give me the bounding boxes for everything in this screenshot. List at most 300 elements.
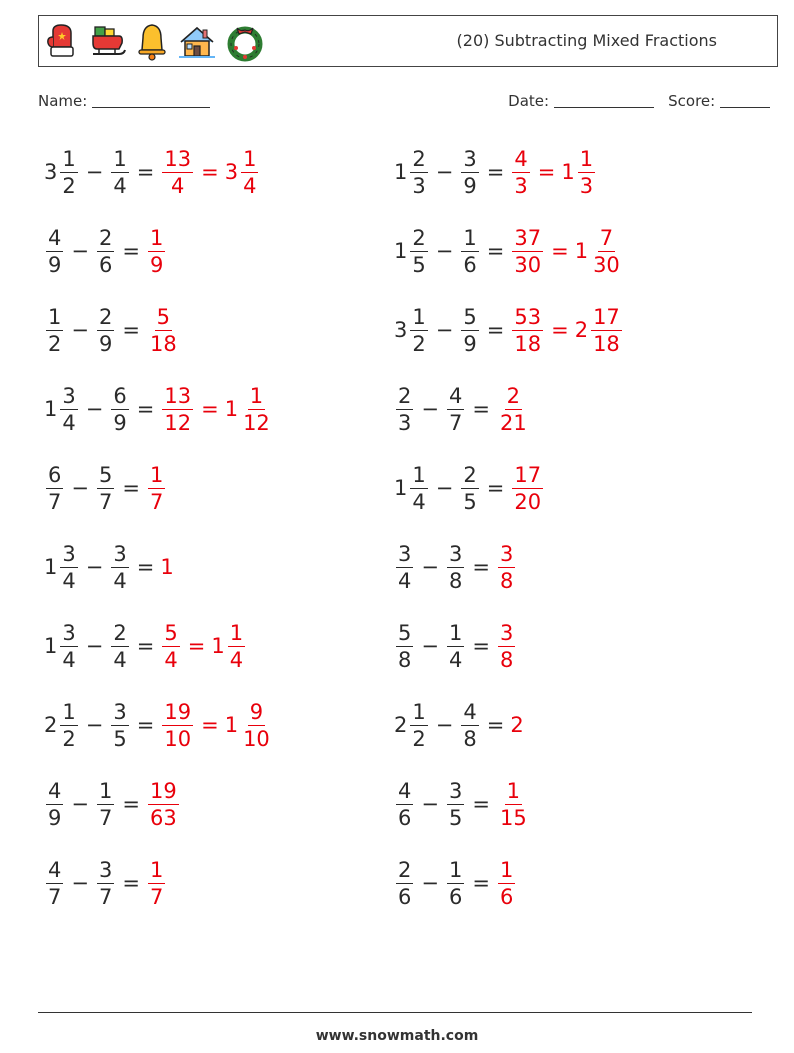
mixed-number — [496, 620, 517, 673]
numerator: 1 — [62, 699, 76, 724]
mixed-number — [211, 620, 247, 673]
mixed-number — [459, 462, 480, 515]
answer — [160, 146, 260, 199]
numerator: 1 — [579, 146, 594, 171]
numerator: 1 — [62, 146, 76, 171]
mixed-number — [44, 225, 65, 278]
equals-sign: = — [136, 160, 155, 184]
fraction — [510, 225, 545, 278]
equals-sign: = — [122, 871, 140, 895]
whole-part: 1 — [211, 634, 225, 658]
fraction — [576, 146, 597, 199]
problem-item — [44, 772, 181, 836]
minus-sign: − — [85, 713, 104, 737]
minus-sign: − — [71, 476, 89, 500]
mixed-number — [160, 620, 181, 673]
numerator: 2 — [412, 146, 426, 171]
answer — [510, 146, 597, 199]
denominator: 6 — [98, 252, 113, 277]
mixed-number — [160, 555, 174, 579]
numerator: 1 — [249, 383, 264, 408]
mixed-number — [459, 699, 480, 752]
mixed-number — [44, 699, 80, 752]
date-score-fields — [508, 92, 770, 110]
denominator: 4 — [164, 647, 178, 672]
mixed-number — [510, 713, 524, 737]
numerator: 53 — [514, 304, 542, 329]
numerator: 3 — [499, 620, 514, 645]
denominator: 6 — [463, 252, 477, 277]
numerator: 1 — [243, 146, 257, 171]
fraction — [58, 620, 79, 673]
answer — [496, 857, 517, 910]
mixed-number — [394, 778, 415, 831]
fraction — [44, 304, 65, 357]
wreath-icon — [225, 22, 265, 62]
numerator: 3 — [98, 857, 113, 882]
minus-sign: − — [85, 160, 104, 184]
denominator: 5 — [463, 489, 477, 514]
fraction — [589, 304, 624, 357]
problem-item — [394, 219, 624, 283]
denominator: 4 — [62, 410, 76, 435]
denominator: 6 — [398, 805, 412, 830]
equals-sign: = — [122, 476, 140, 500]
fraction — [95, 304, 116, 357]
fraction — [58, 699, 79, 752]
fraction — [394, 857, 415, 910]
fraction — [459, 699, 480, 752]
problem-row — [0, 456, 794, 535]
problem-item — [44, 535, 175, 599]
denominator: 3 — [412, 173, 426, 198]
denominator: 20 — [514, 489, 542, 514]
fraction — [394, 541, 415, 594]
numerator: 2 — [113, 620, 127, 645]
fraction — [109, 699, 130, 752]
mixed-number — [160, 699, 195, 752]
answer — [160, 383, 273, 436]
answer — [146, 778, 181, 831]
fraction — [109, 383, 130, 436]
mixed-number — [44, 857, 65, 910]
numerator: 2 — [98, 225, 113, 250]
numerator: 1 — [506, 778, 521, 803]
mixed-number — [394, 699, 430, 752]
equals-sign: = — [551, 318, 569, 342]
fraction — [239, 383, 274, 436]
date-blank[interactable] — [554, 93, 654, 108]
denominator: 21 — [499, 410, 527, 435]
mixed-number — [146, 857, 167, 910]
fraction — [58, 383, 79, 436]
equals-sign: = — [472, 634, 490, 658]
minus-sign: − — [421, 634, 439, 658]
mixed-number — [225, 699, 274, 752]
denominator: 4 — [62, 568, 76, 593]
denominator: 18 — [514, 331, 542, 356]
score-blank[interactable] — [720, 93, 770, 108]
mixed-number — [95, 304, 116, 357]
whole-part: 1 — [224, 397, 239, 421]
numerator: 2 — [398, 857, 412, 882]
denominator: 2 — [412, 726, 426, 751]
minus-sign: − — [71, 871, 89, 895]
whole-part: 1 — [561, 160, 575, 184]
mixed-number — [225, 146, 261, 199]
mixed-number — [146, 778, 181, 831]
mixed-number — [95, 225, 116, 278]
equals-sign: = — [201, 397, 219, 421]
denominator: 18 — [149, 331, 177, 356]
denominator: 7 — [48, 489, 62, 514]
fraction — [394, 620, 415, 673]
answer — [510, 225, 623, 278]
numerator: 1 — [48, 304, 62, 329]
denominator: 4 — [243, 173, 257, 198]
fraction — [44, 857, 65, 910]
minus-sign: − — [421, 555, 439, 579]
equals-sign: = — [136, 397, 155, 421]
numerator: 1 — [412, 304, 426, 329]
footer-divider — [38, 1012, 752, 1013]
fraction — [239, 146, 260, 199]
denominator: 4 — [448, 647, 463, 672]
mixed-number — [510, 225, 545, 278]
fraction — [496, 857, 517, 910]
numerator: 3 — [499, 541, 514, 566]
fraction — [408, 304, 429, 357]
worksheet-title: (20) Subtracting Mixed Fractions — [456, 31, 717, 50]
fraction — [459, 225, 480, 278]
minus-sign: − — [85, 555, 104, 579]
numerator: 3 — [62, 383, 76, 408]
fraction — [496, 541, 517, 594]
fraction — [146, 225, 167, 278]
equals-sign: = — [122, 318, 140, 342]
fraction — [445, 383, 466, 436]
mixed-number — [44, 146, 80, 199]
problem-row — [0, 298, 794, 377]
numerator: 3 — [113, 699, 127, 724]
denominator: 4 — [113, 647, 127, 672]
mixed-number — [44, 462, 65, 515]
problem-row — [0, 614, 794, 693]
numerator: 5 — [98, 462, 113, 487]
minus-sign: − — [85, 634, 104, 658]
equals-sign: = — [486, 476, 505, 500]
whole-part: 2 — [394, 713, 408, 737]
numerator: 19 — [149, 778, 177, 803]
fraction — [496, 620, 517, 673]
answer — [510, 304, 623, 357]
denominator: 30 — [514, 252, 542, 277]
fraction — [95, 462, 116, 515]
numerator: 6 — [48, 462, 62, 487]
denominator: 7 — [98, 884, 113, 909]
numerator: 1 — [412, 699, 426, 724]
numerator: 3 — [62, 620, 76, 645]
denominator: 5 — [412, 252, 426, 277]
answer — [160, 620, 247, 673]
denominator: 9 — [463, 173, 477, 198]
problem-row — [0, 140, 794, 219]
problem-row — [0, 535, 794, 614]
numerator: 17 — [514, 462, 542, 487]
denominator: 7 — [98, 805, 113, 830]
fraction — [408, 225, 429, 278]
fraction — [496, 383, 531, 436]
denominator: 3 — [514, 173, 528, 198]
mixed-number — [394, 620, 415, 673]
numerator: 1 — [448, 620, 463, 645]
problem-item — [44, 693, 274, 757]
mixed-number — [575, 225, 624, 278]
equals-sign: = — [136, 713, 155, 737]
problem-item — [44, 456, 167, 520]
problem-item — [44, 614, 247, 678]
denominator: 9 — [48, 805, 62, 830]
fraction — [109, 146, 130, 199]
problem-item — [394, 535, 517, 599]
denominator: 4 — [113, 568, 127, 593]
equals-sign: = — [486, 160, 505, 184]
mixed-number — [445, 383, 466, 436]
whole-part: 1 — [574, 239, 589, 263]
numerator: 5 — [463, 304, 477, 329]
numerator: 2 — [98, 304, 113, 329]
fraction — [459, 462, 480, 515]
mixed-number — [394, 225, 430, 278]
denominator: 9 — [98, 331, 113, 356]
mixed-number — [394, 462, 430, 515]
denominator: 4 — [171, 173, 185, 198]
mixed-number — [44, 541, 80, 594]
numerator: 1 — [448, 857, 463, 882]
denominator: 4 — [113, 173, 127, 198]
denominator: 6 — [448, 884, 463, 909]
problem-item — [44, 219, 167, 283]
fraction — [510, 304, 545, 357]
numerator: 3 — [448, 541, 463, 566]
minus-sign: − — [421, 871, 439, 895]
fraction — [589, 225, 624, 278]
mixed-number — [510, 146, 531, 199]
fraction — [58, 541, 79, 594]
problem-item — [394, 693, 525, 757]
name-blank[interactable] — [92, 93, 210, 108]
mixed-number — [146, 304, 181, 357]
fraction — [109, 541, 130, 594]
denominator: 2 — [412, 331, 426, 356]
numerator: 3 — [463, 146, 477, 171]
minus-sign: − — [435, 239, 454, 263]
problem-row — [0, 377, 794, 456]
answer — [496, 541, 517, 594]
denominator: 4 — [412, 489, 426, 514]
mixed-number — [225, 383, 274, 436]
whole-part: 2 — [510, 713, 524, 737]
denominator: 6 — [398, 884, 412, 909]
answer — [160, 699, 273, 752]
denominator: 30 — [593, 252, 620, 277]
answer — [510, 462, 545, 515]
denominator: 12 — [164, 410, 192, 435]
equals-sign: = — [472, 871, 490, 895]
fraction — [44, 778, 65, 831]
minus-sign: − — [85, 397, 104, 421]
answer — [496, 778, 531, 831]
fraction — [146, 778, 181, 831]
fraction — [394, 778, 415, 831]
denominator: 3 — [398, 410, 412, 435]
mixed-number — [510, 304, 545, 357]
numerator: 4 — [463, 699, 477, 724]
equals-sign: = — [537, 160, 556, 184]
mixed-number — [496, 857, 517, 910]
numerator: 4 — [48, 857, 62, 882]
denominator: 15 — [499, 805, 527, 830]
denominator: 8 — [398, 647, 412, 672]
mixed-number — [459, 146, 480, 199]
equals-sign: = — [201, 160, 219, 184]
mixed-number — [445, 857, 466, 910]
mixed-number — [394, 146, 430, 199]
sleigh-icon — [89, 23, 127, 61]
problem-grid — [0, 140, 794, 930]
problem-item — [44, 298, 181, 362]
problem-item — [44, 851, 167, 915]
denominator: 9 — [149, 252, 164, 277]
minus-sign: − — [421, 397, 439, 421]
mixed-number — [95, 857, 116, 910]
problem-item — [394, 772, 531, 836]
numerator: 6 — [113, 383, 127, 408]
mixed-number — [109, 541, 130, 594]
name-label: Name: — [38, 92, 88, 110]
header-icons — [45, 21, 265, 63]
answer — [146, 225, 167, 278]
denominator: 2 — [62, 726, 76, 751]
numerator: 3 — [113, 541, 127, 566]
whole-part: 1 — [44, 634, 58, 658]
numerator: 13 — [164, 383, 192, 408]
mixed-number — [109, 146, 130, 199]
numerator: 7 — [599, 225, 614, 250]
denominator: 4 — [62, 647, 76, 672]
mixed-number — [394, 304, 430, 357]
numerator: 2 — [506, 383, 521, 408]
whole-part: 1 — [44, 555, 58, 579]
minus-sign: − — [71, 239, 89, 263]
numerator: 4 — [514, 146, 528, 171]
problem-item — [394, 140, 597, 204]
house-icon — [177, 22, 217, 62]
denominator: 10 — [164, 726, 192, 751]
problem-row — [0, 772, 794, 851]
mixed-number — [561, 146, 597, 199]
mixed-number — [496, 541, 517, 594]
mixed-number — [44, 778, 65, 831]
numerator: 17 — [593, 304, 620, 329]
numerator: 1 — [463, 225, 477, 250]
mixed-number — [394, 857, 415, 910]
problem-item — [44, 377, 274, 441]
fraction — [445, 620, 466, 673]
numerator: 37 — [514, 225, 542, 250]
numerator: 3 — [448, 778, 463, 803]
answer — [160, 555, 174, 579]
equals-sign: = — [122, 792, 140, 816]
denominator: 7 — [98, 489, 113, 514]
answer — [146, 857, 167, 910]
fraction — [109, 620, 130, 673]
fraction — [510, 462, 545, 515]
mixed-number — [44, 383, 80, 436]
problem-item — [44, 140, 260, 204]
minus-sign: − — [435, 713, 454, 737]
whole-part: 1 — [394, 160, 408, 184]
fraction — [459, 146, 480, 199]
fraction — [58, 146, 79, 199]
problem-row — [0, 219, 794, 298]
whole-part: 3 — [224, 160, 239, 184]
mixed-number — [44, 304, 65, 357]
date-label: Date: — [508, 92, 550, 110]
mixed-number — [146, 225, 167, 278]
denominator: 7 — [149, 489, 164, 514]
whole-part: 1 — [394, 239, 408, 263]
fraction — [44, 462, 65, 515]
score-label: Score: — [668, 92, 716, 110]
numerator: 4 — [448, 383, 463, 408]
fraction — [160, 383, 195, 436]
fraction — [408, 462, 429, 515]
mixed-number — [394, 383, 415, 436]
mixed-number — [95, 462, 116, 515]
numerator: 1 — [499, 857, 514, 882]
minus-sign: − — [435, 160, 454, 184]
worksheet-header — [38, 15, 778, 67]
problem-item — [394, 298, 624, 362]
denominator: 7 — [448, 410, 463, 435]
mixed-number — [510, 462, 545, 515]
denominator: 7 — [149, 884, 164, 909]
numerator: 1 — [113, 146, 127, 171]
numerator: 5 — [164, 620, 178, 645]
numerator: 4 — [398, 778, 412, 803]
fraction — [95, 857, 116, 910]
fraction — [95, 778, 116, 831]
mixed-number — [496, 383, 531, 436]
numerator: 19 — [164, 699, 192, 724]
equals-sign: = — [486, 713, 505, 737]
mixed-number — [445, 620, 466, 673]
mixed-number — [44, 620, 80, 673]
mitten-icon — [45, 23, 81, 61]
denominator: 5 — [113, 726, 127, 751]
minus-sign: − — [71, 318, 89, 342]
fraction — [95, 225, 116, 278]
mixed-number — [459, 225, 480, 278]
minus-sign: − — [421, 792, 439, 816]
fraction — [408, 699, 429, 752]
equals-sign: = — [472, 555, 490, 579]
mixed-number — [496, 778, 531, 831]
denominator: 4 — [229, 647, 244, 672]
mixed-number — [459, 304, 480, 357]
denominator: 2 — [48, 331, 62, 356]
